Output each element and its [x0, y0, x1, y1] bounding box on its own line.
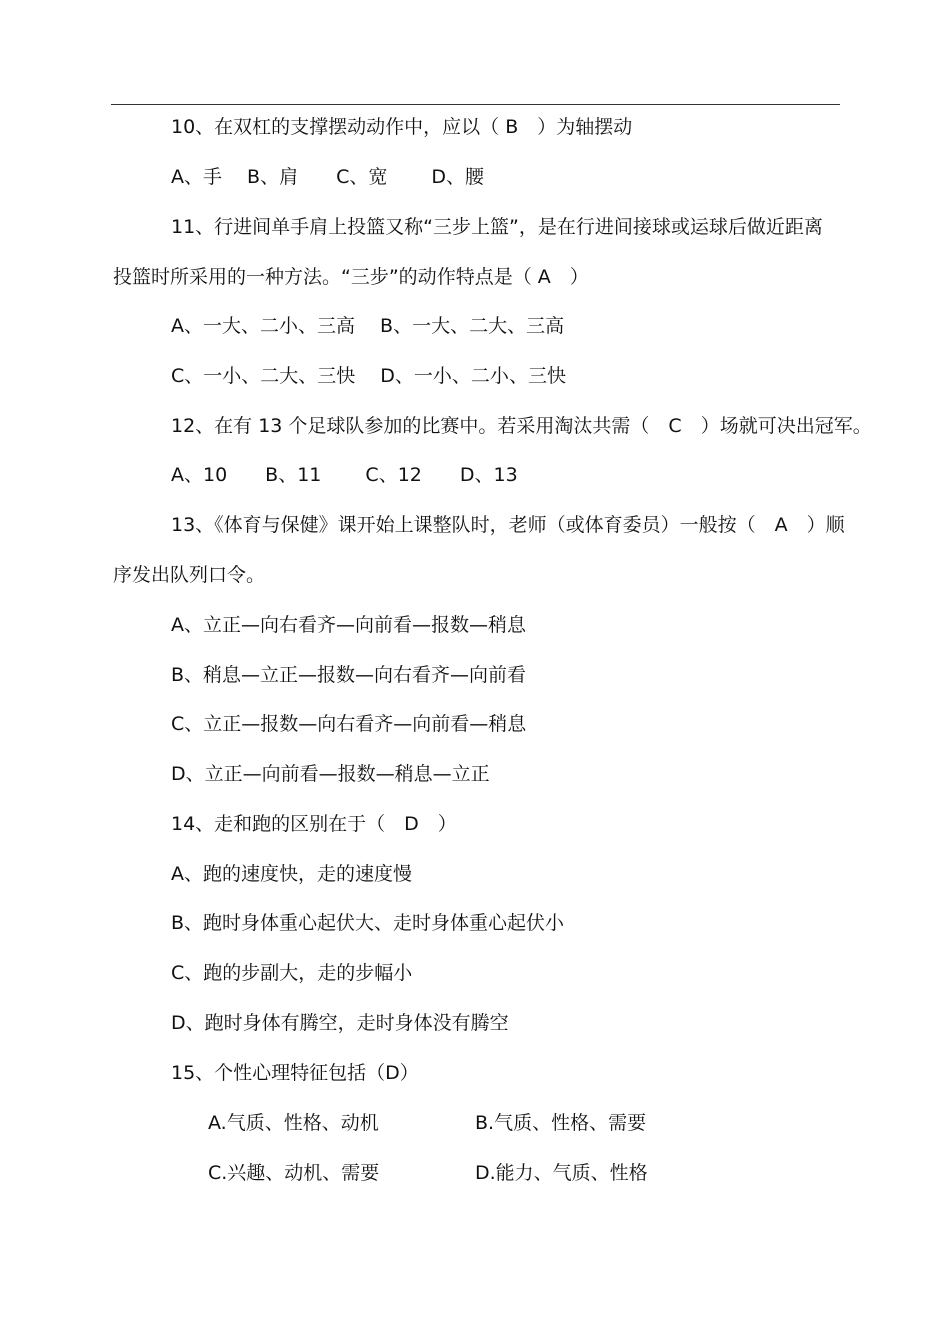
question-13-continued: 序发出队列口令。 — [113, 564, 266, 586]
question-15-option-c: C.兴趣、动机、需要 — [208, 1162, 380, 1184]
question-14-option-a: A、跑的速度快，走的速度慢 — [171, 863, 412, 885]
question-13-option-b: B、稍息—立正—报数—向右看齐—向前看 — [171, 664, 527, 686]
question-13: 13、《体育与保健》课开始上课整队时，老师（或体育委员）一般按（ A ）顺 — [171, 514, 845, 536]
question-15-option-b: B.气质、性格、需要 — [475, 1112, 647, 1134]
question-14-option-d: D、跑时身体有腾空，走时身体没有腾空 — [171, 1012, 509, 1034]
question-10: 10、在双杠的支撑摆动动作中，应以（ B ）为轴摆动 — [171, 116, 633, 138]
question-15-option-a: A.气质、性格、动机 — [208, 1112, 379, 1134]
question-12-options: A、10 B、11 C、12 D、13 — [171, 464, 518, 486]
question-10-options: A、手 B、肩 C、宽 D、腰 — [171, 166, 485, 188]
question-13-option-a: A、立正—向右看齐—向前看—报数—稍息 — [171, 614, 526, 636]
question-15-option-d: D.能力、气质、性格 — [475, 1162, 648, 1184]
question-12: 12、在有 13 个足球队参加的比赛中。若采用淘汰共需（ C ）场就可决出冠军。 — [171, 415, 872, 437]
question-14: 14、走和跑的区别在于（ D ） — [171, 813, 457, 835]
question-15: 15、个性心理特征包括（D） — [171, 1062, 419, 1084]
question-14-option-b: B、跑时身体重心起伏大、走时身体重心起伏小 — [171, 912, 565, 934]
question-11-continued: 投篮时所采用的一种方法。“三步”的动作特点是（ A ） — [113, 266, 589, 288]
question-11-options-ab: A、一大、二小、三高 B、一大、二大、三高 — [171, 315, 565, 337]
question-11: 11、行进间单手肩上投篮又称“三步上篮”，是在行进间接球或运球后做近距离 — [171, 216, 823, 238]
question-13-option-c: C、立正—报数—向右看齐—向前看—稍息 — [171, 713, 527, 735]
header-rule — [111, 104, 840, 105]
question-14-option-c: C、跑的步副大，走的步幅小 — [171, 962, 413, 984]
question-13-option-d: D、立正—向前看—报数—稍息—立正 — [171, 763, 490, 785]
question-11-options-cd: C、一小、二大、三快 D、一小、二小、三快 — [171, 365, 566, 387]
